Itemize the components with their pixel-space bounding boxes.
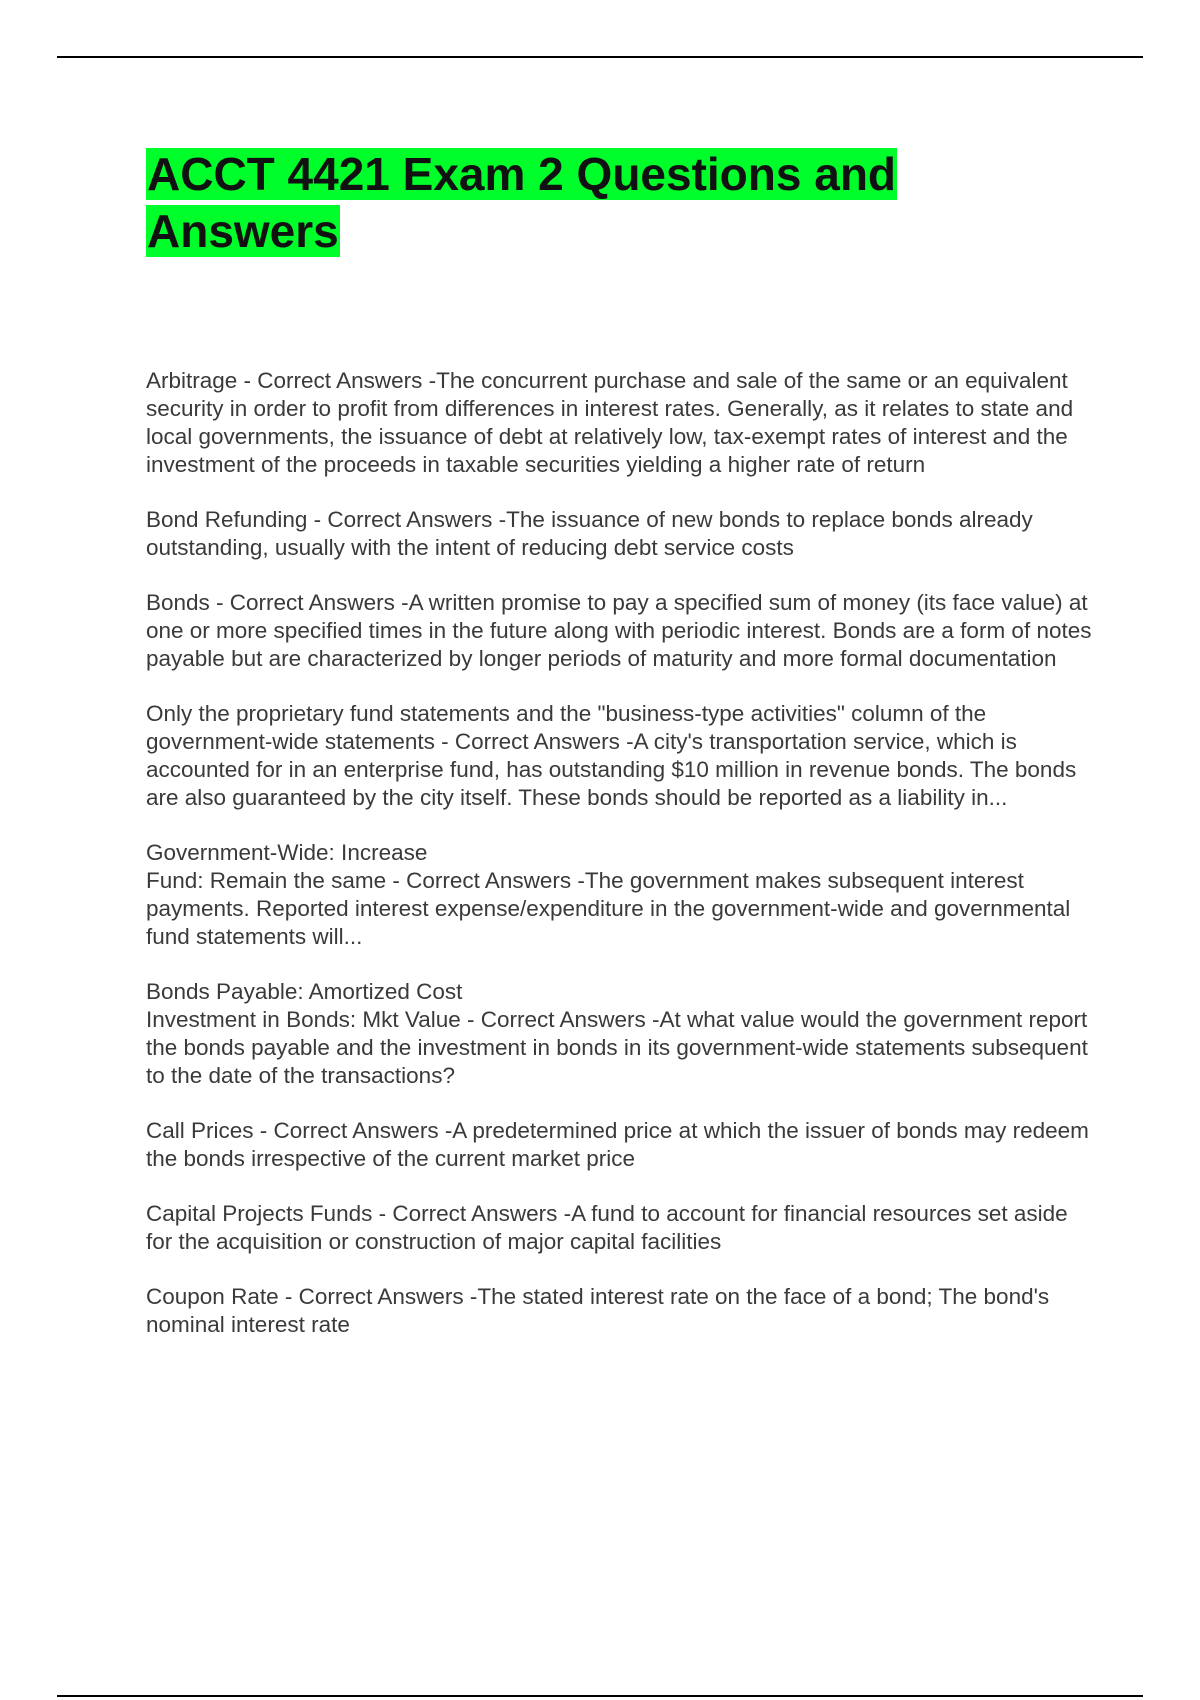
qa-entry-call-prices: [146, 1117, 1096, 1173]
qa-entry-interest-payments: [146, 839, 1096, 951]
qa-entry-bonds: [146, 589, 1096, 673]
qa-entry-capital-projects-funds: [146, 1200, 1096, 1256]
qa-entry-text: Call Prices - Correct Answers -A predetermined price at which the issuer of bonds may redeem the bonds irrespective of the current market price: [146, 1118, 1089, 1171]
document-title: [146, 146, 1086, 260]
qa-entry-proprietary-fund: [146, 700, 1096, 812]
qa-entry-arbitrage: [146, 367, 1096, 479]
qa-entry-bond-refunding: [146, 506, 1096, 562]
bottom-rule: [57, 1695, 1143, 1697]
qa-entry-text: Investment in Bonds: Mkt Value - Correct Answers -At what value would the government report the bonds payable and the investment in bonds in its government-wide statements subsequent to the date of the transactions?: [146, 1007, 1088, 1088]
qa-entry-text: Only the proprietary fund statements and the "business-type activities" column of the government-wide statements - Correct Answers -A city's transportation service, which is accounted for in an enterprise fund, has outstanding $10 million in revenue bonds. The bonds are also guaranteed by the city itself. These bonds should be reported as a liability in...: [146, 701, 1077, 810]
title-highlight: ACCT 4421 Exam 2 Questions and Answers: [147, 148, 897, 257]
qa-entry-text: Coupon Rate - Correct Answers -The stated interest rate on the face of a bond; The bond's nominal interest rate: [146, 1284, 1050, 1337]
qa-entry-answer-line: Bonds Payable: Amortized Cost: [146, 979, 463, 1004]
qa-entry-text: Capital Projects Funds - Correct Answers -A fund to account for financial resources set aside for the acquisition or construction of major capital facilities: [146, 1201, 1068, 1254]
qa-entry-coupon-rate: [146, 1283, 1096, 1339]
qa-entry-text: Bond Refunding - Correct Answers -The issuance of new bonds to replace bonds already outstanding, usually with the intent of reducing debt service costs: [146, 507, 1033, 560]
qa-entry-text: Bonds - Correct Answers -A written promise to pay a specified sum of money (its face value) at one or more specified times in the future along with periodic interest. Bonds are a form of notes payable but are characterized by longer periods of maturity and more formal documentation: [146, 590, 1092, 671]
qa-entry-text: Fund: Remain the same - Correct Answers -The government makes subsequent interest payments. Reported interest expense/expenditure in the government-wide and governmental fund statements will...: [146, 868, 1071, 949]
qa-list: [146, 367, 1096, 1366]
qa-entry-answer-line: Government-Wide: Increase: [146, 840, 428, 865]
qa-entry-text: Arbitrage - Correct Answers -The concurrent purchase and sale of the same or an equivalent security in order to profit from differences in interest rates. Generally, as it relates to state and local governments, the issuance of debt at relatively low, tax-exempt rates of interest and the investment of the proceeds in taxable securities yielding a higher rate of return: [146, 368, 1074, 477]
top-rule: [57, 56, 1143, 58]
qa-entry-bonds-payable-value: [146, 978, 1096, 1090]
